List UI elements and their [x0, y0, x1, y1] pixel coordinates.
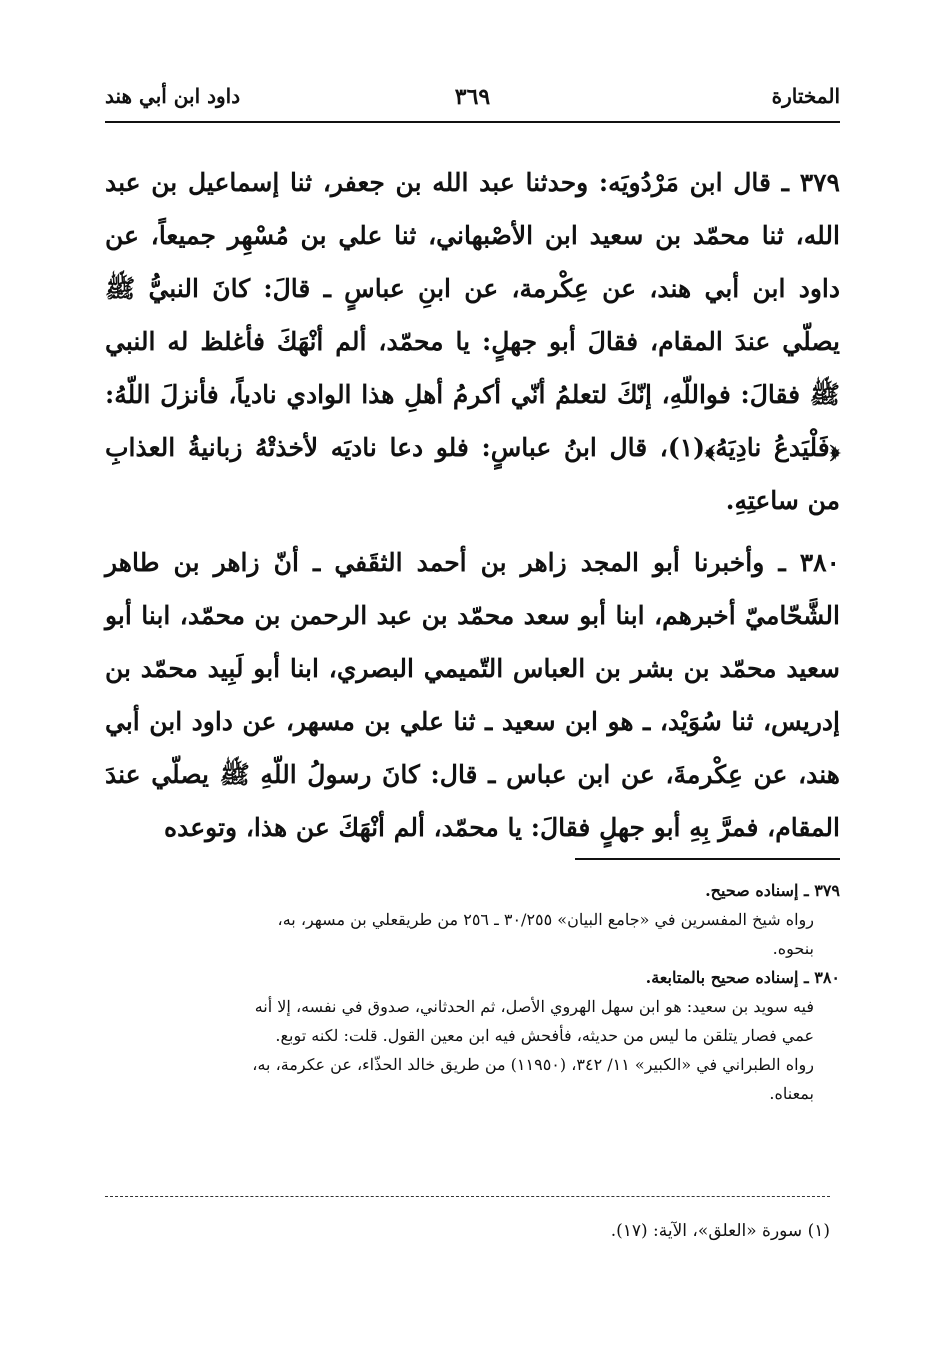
- notes-divider: [575, 858, 840, 860]
- page-number: ٣٦٩: [454, 84, 491, 110]
- note-379-line: رواه شيخ المفسرين في «جامع البيان» ٣٠/٢٥٥ ـ ٢٥٦ من طريقعلي بن مسهر، به،: [277, 910, 814, 929]
- header-divider: [105, 121, 840, 123]
- paragraph-379-text: ٣٧٩ ـ قال ابن مَرْدُويَه: وحدثنا عبد الله بن جعفر، ثنا إسماعيل بن عبد الله، ثنا محمّد بن سعيد ابن الأصْبهاني، ثنا علي بن مُسْهِر جميعاً، عن داود ابن أبي هند، عن عِكْرمة، عن ابنِ عباسٍ ـ قالَ: كانَ النبيُّ ﷺ يصلّي عندَ المقام، فقالَ أبو جهلٍ: يا محمّد، ألم أنْهَكَ فأغلظ له النبي ﷺ فقالَ: فواللّهِ، إنّكَ لتعلمُ أنّي أكرمُ أهلِ هذا الوادي نادياً، فأنزلَ اللّهُ: ﴿فَلْيَدعُ نادِيَهُ﴾(١)، قال ابنُ عباسٍ: فلو دعا ناديَه لأخذتْهُ زبانيةُ العذابِ من ساعتِهِ.: [105, 168, 841, 515]
- footnote-divider: [105, 1196, 830, 1197]
- book-title: المختارة: [771, 84, 840, 108]
- section-title: داود ابن أبي هند: [105, 84, 241, 108]
- hadith-notes: [105, 876, 840, 1108]
- running-header: [105, 84, 840, 116]
- note-379-line: بنحوه.: [772, 939, 814, 958]
- note-380-line: رواه الطبراني في «الكبير» ١١/ ٣٤٢، (١١٩٥٠) من طريق خالد الحذّاء، عن عكرمة، به،: [252, 1055, 814, 1074]
- paragraph-379: [105, 156, 840, 527]
- paragraph-380: [105, 536, 840, 854]
- footnote-1: (١) سورة «العلق»، الآية: (١٧).: [610, 1221, 830, 1241]
- note-380-heading: ٣٨٠ ـ إسناده صحيح بالمتابعة.: [645, 968, 840, 987]
- note-379-heading: ٣٧٩ ـ إسناده صحيح.: [705, 881, 840, 900]
- note-380-line: بمعناه.: [769, 1084, 814, 1103]
- note-380-line: عمي فصار يتلقن ما ليس من حديثه، فأفحش فيه ابن معين القول. قلت: لكنه توبع.: [275, 1026, 814, 1045]
- note-380-line: فيه سويد بن سعيد: هو ابن سهل الهروي الأصل، ثم الحدثاني، صدوق في نفسه، إلا أنه: [254, 997, 814, 1016]
- paragraph-380-text: ٣٨٠ ـ وأخبرنا أبو المجد زاهر بن أحمد الثقَفي ـ أنّ زاهر بن طاهر الشَّحّاميّ أخبرهم، ابنا أبو سعد محمّد بن عبد الرحمن بن محمّد، ابنا أبو سعيد محمّد بن بشر بن العباس التّميمي البصري، ابنا أبو لَبِيد محمّد بن إدريس، ثنا سُوَيْد، ـ هو ابن سعيد ـ ثنا علي بن مسهر، عن داود ابن أبي هند، عن عِكْرمةَ، عن ابن عباس ـ قال: كانَ رسولُ اللّهِ ﷺ يصلّي عندَ المقام، فمرَّ بِهِ أبو جهلٍ فقالَ: يا محمّد، ألم أنْهَكَ عن هذا، وتوعده: [105, 548, 840, 842]
